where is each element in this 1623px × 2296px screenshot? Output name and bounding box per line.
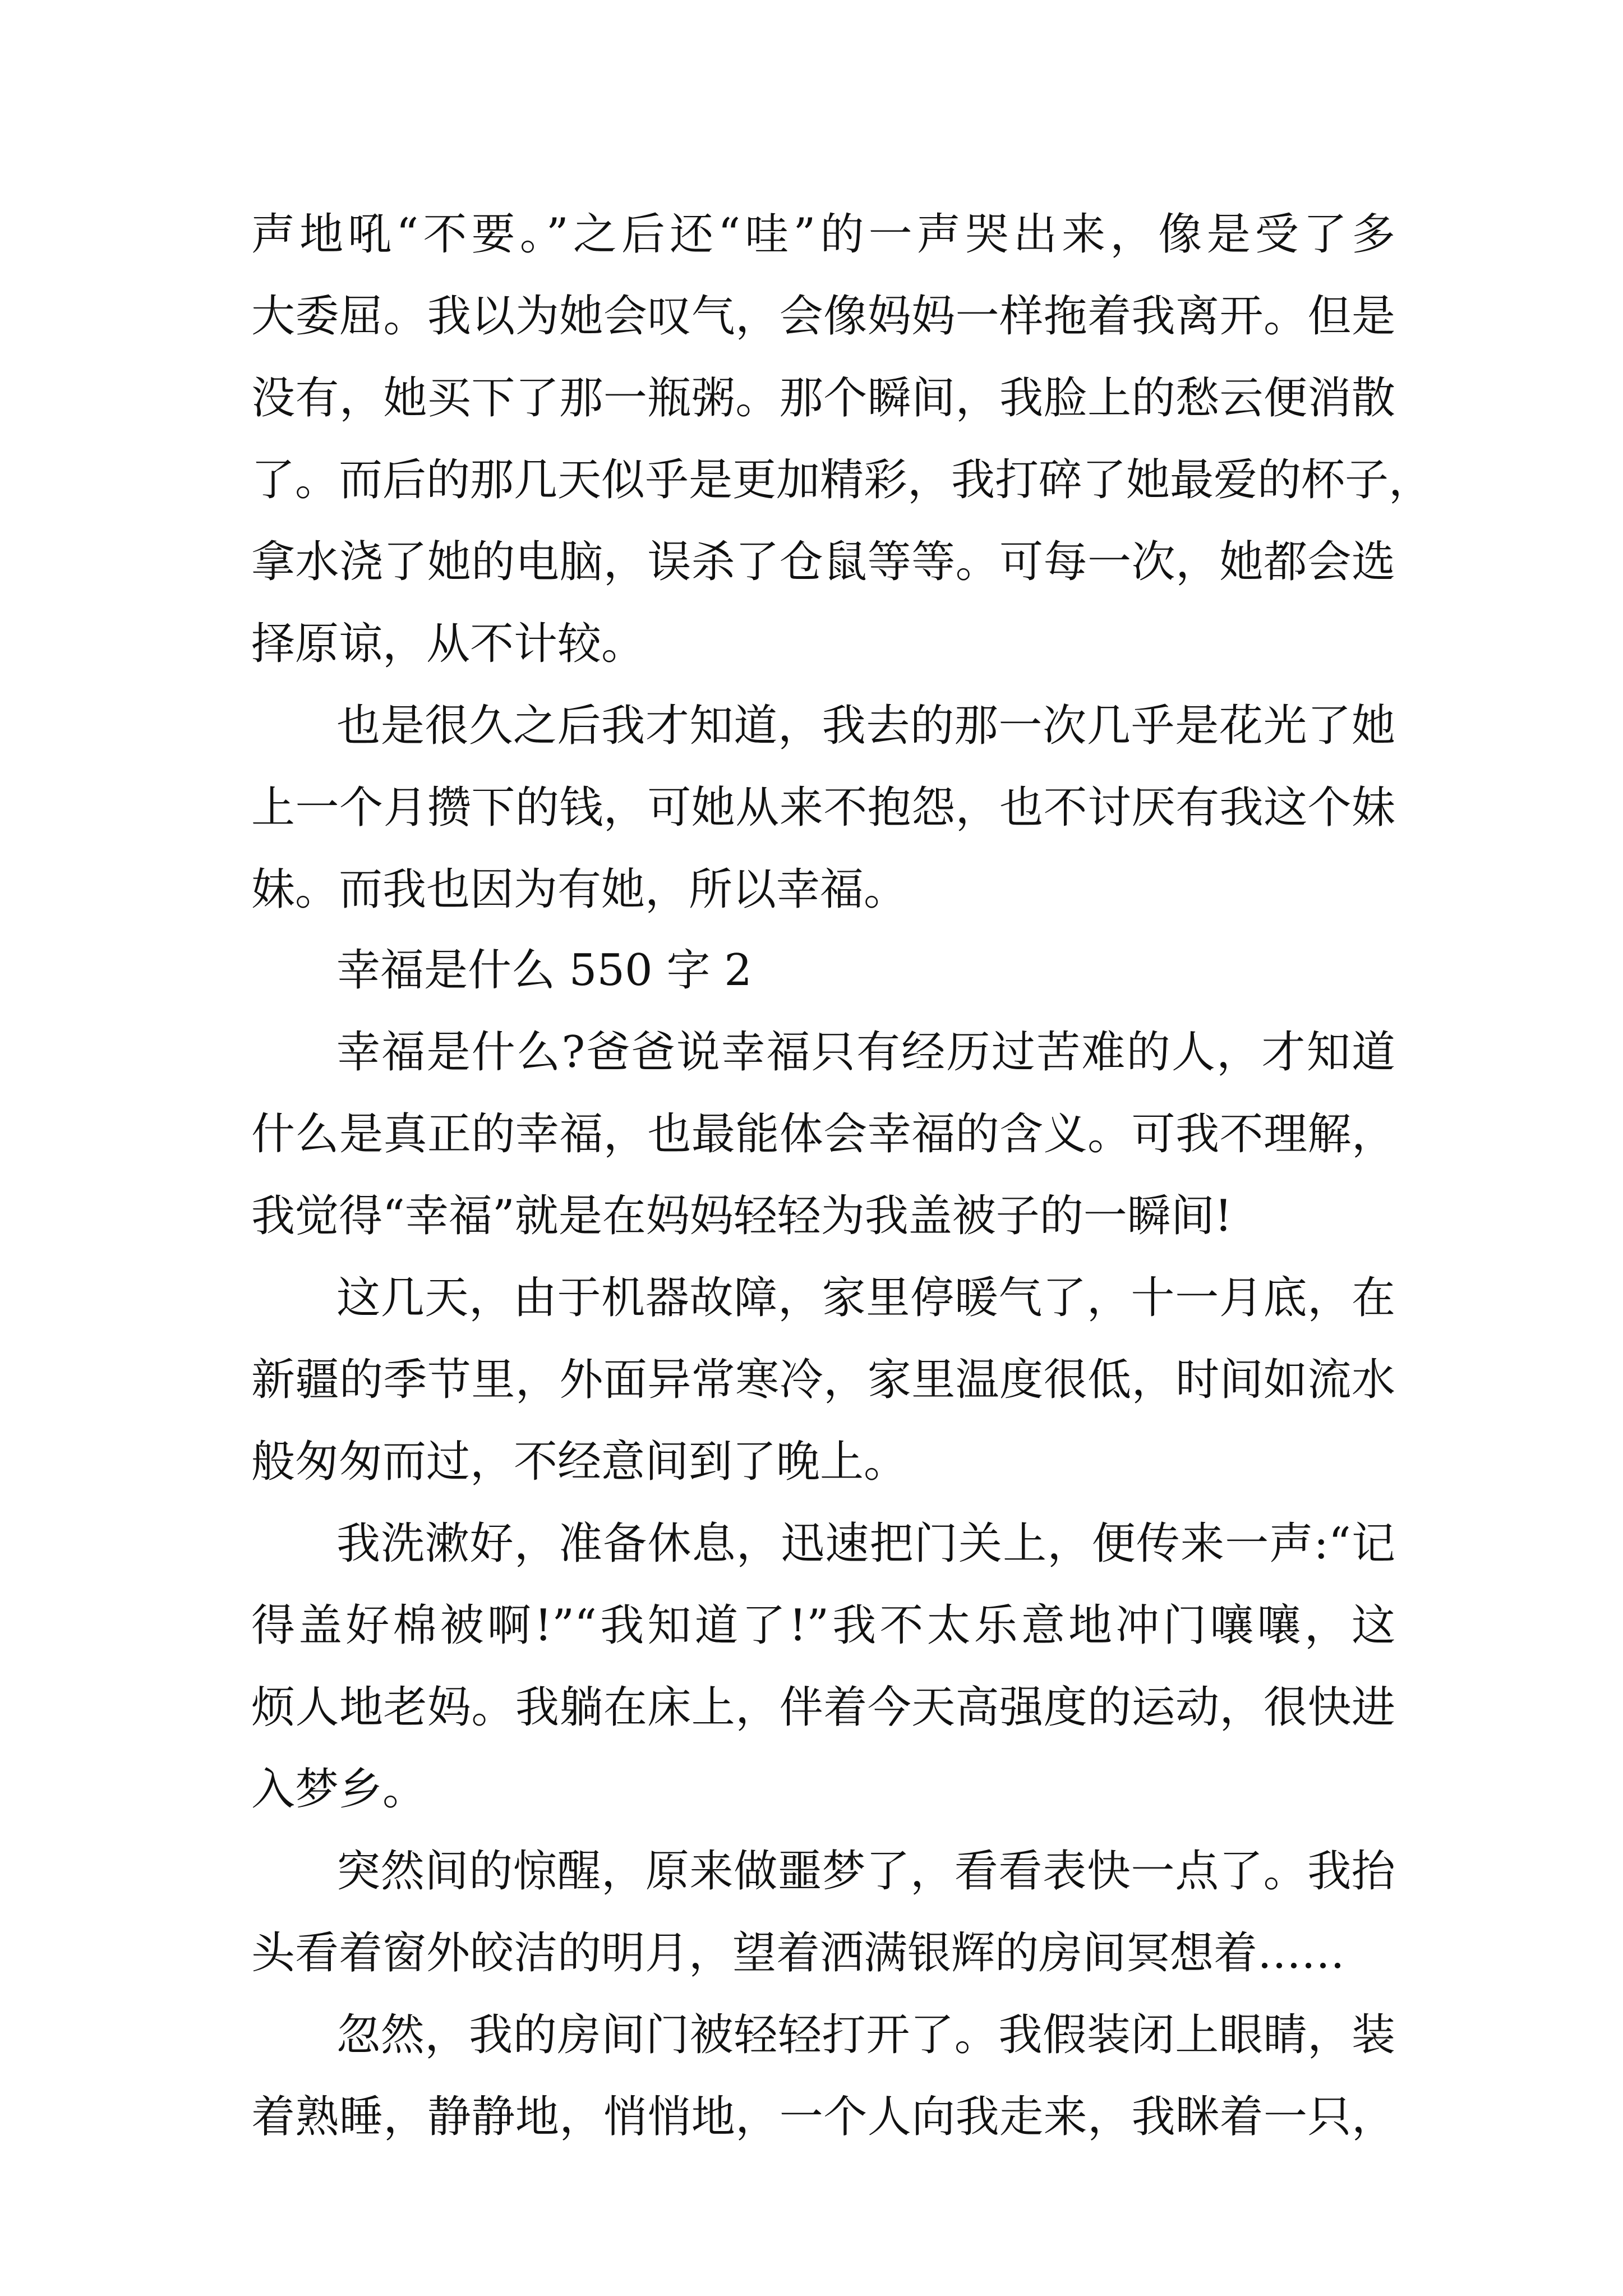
paragraph-line: 妹。而我也因为有她，所以幸福。: [251, 864, 908, 915]
paragraph-line: 得盖好棉被啊!”“我知道了!”我不太乐意地冲门嚷嚷，这: [251, 1600, 1395, 1651]
paragraph-line: 头看着窗外皎洁的明月，望着洒满银辉的房间冥想着……: [251, 1928, 1345, 1978]
paragraph-line: 上一个月攒下的钱，可她从来不抱怨，也不讨厌有我这个妹: [251, 783, 1395, 833]
paragraph-line: 幸福是什么?爸爸说幸福只有经历过苦难的人，才知道: [336, 1027, 1395, 1078]
paragraph-line: 入梦乡。: [251, 1764, 427, 1815]
paragraph-line: 这几天，由于机器故障，家里停暖气了，十一月底，在: [336, 1273, 1395, 1323]
paragraph-line: 择原谅，从不计较。: [251, 619, 645, 669]
paragraph-line: 般匆匆而过，不经意间到了晚上。: [251, 1437, 908, 1487]
paragraph-line: 也是很久之后我才知道，我去的那一次几乎是花光了她: [336, 701, 1395, 751]
paragraph-line: 我洗漱好，准备休息，迅速把门关上，便传来一声:“记: [336, 1519, 1395, 1569]
paragraph-line: 忽然，我的房间门被轻轻打开了。我假装闭上眼睛，装: [336, 2010, 1395, 2060]
paragraph-line: 着熟睡，静静地，悄悄地，一个人向我走来，我眯着一只，: [251, 2092, 1395, 2142]
paragraph-line: 声地吼“不要。”之后还“哇”的一声哭出来，像是受了多: [251, 209, 1395, 260]
section-heading: 幸福是什么 550 字 2: [336, 945, 752, 996]
paragraph-line: 突然间的惊醒，原来做噩梦了，看看表快一点了。我抬: [336, 1846, 1395, 1897]
paragraph-line: 烦人地老妈。我躺在床上，伴着今天高强度的运动，很快进: [251, 1682, 1395, 1733]
paragraph-line: 没有，她买下了那一瓶粥。那个瞬间，我脸上的愁云便消散: [251, 373, 1395, 424]
paragraph-line: 什么是真正的幸福，也最能体会幸福的含义。可我不理解，: [251, 1109, 1395, 1159]
paragraph-line: 大委屈。我以为她会叹气，会像妈妈一样拖着我离开。但是: [251, 291, 1395, 342]
paragraph-line: 了。而后的那几天似乎是更加精彩，我打碎了她最爱的杯子，: [251, 455, 1433, 505]
paragraph-line: 拿水浇了她的电脑，误杀了仓鼠等等。可每一次，她都会选: [251, 537, 1395, 587]
paragraph-line: 新疆的季节里，外面异常寒冷，家里温度很低，时间如流水: [251, 1355, 1395, 1405]
paragraph-line: 我觉得“幸福”就是在妈妈轻轻为我盖被子的一瞬间!: [251, 1191, 1233, 1241]
